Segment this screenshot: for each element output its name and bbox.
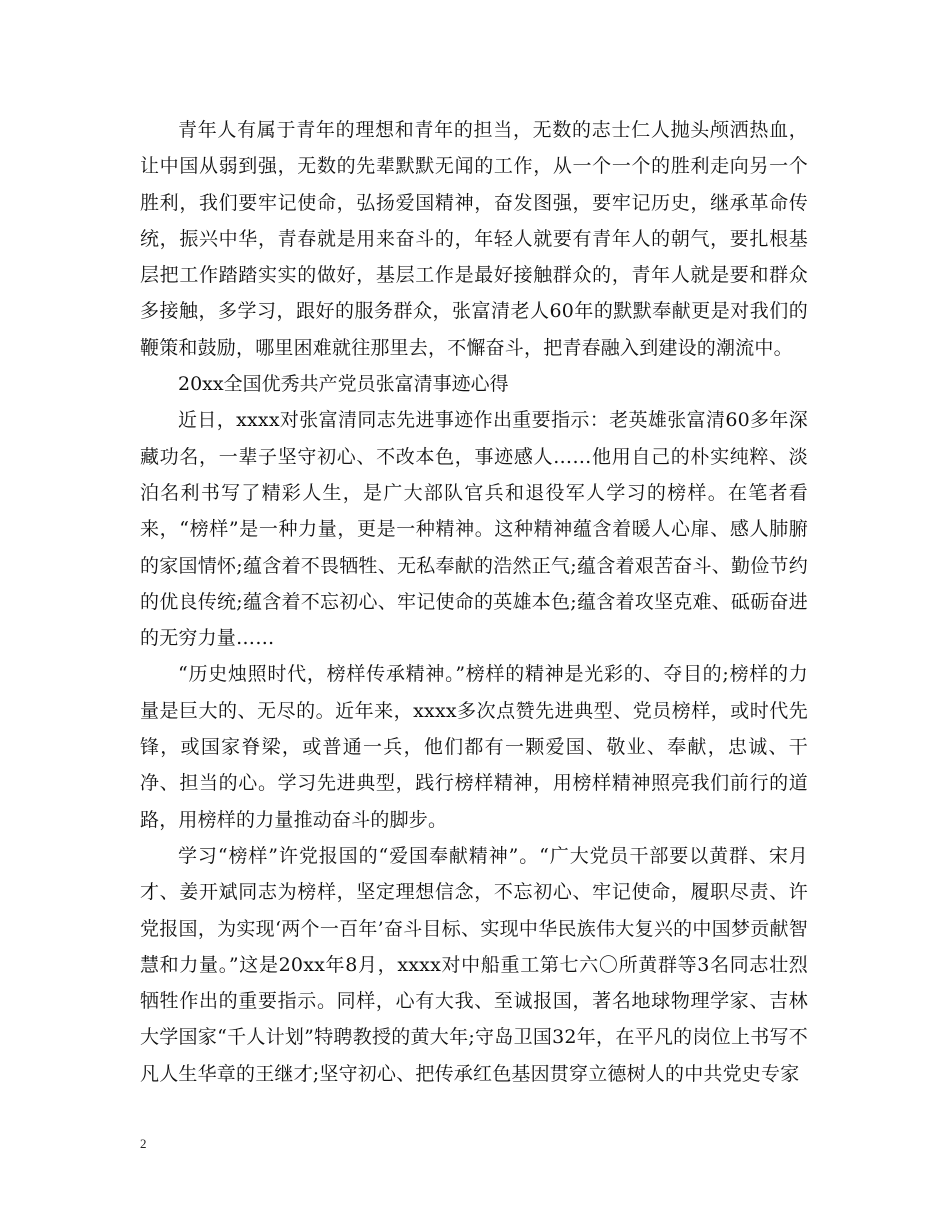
paragraph-patriotic-dedication: 学习“榜样”许党报国的“爱国奉献精神”。“广大党员干部要以黄群、宋月才、姜开斌同志为榜样，坚定理想信念，不忘初心、牢记使命，履职尽责、许党报国，为实现‘两个一百年’奋斗目标、实现中华民族伟大复兴的中国梦贡献智慧和力量。”这是20xx年8月，xxxx对中船重工第七六〇所黄群等3名同志壮烈牺牲作出的重要指示。同样，心有大我、至诚报国，著名地球物理学家、吉林大学国家“千人计划”特聘教授的黄大年;守岛卫国32年，在平凡的岗位上书写不凡人生华章的王继才;坚守初心、把传承红色基因贯穿立德树人的中共党史专家 — [140, 844, 808, 1085]
paragraph-youth-mission: 青年人有属于青年的理想和青年的担当，无数的志士仁人抛头颅洒热血，让中国从弱到强，无数的先辈默默无闻的工作，从一个一个的胜利走向另一个胜利，我们要牢记使命，弘扬爱国精神，奋发图强，要牢记历史，继承革命传统，振兴中华，青春就是用来奋斗的，年轻人就要有青年人的朝气，要扎根基层把工作踏踏实实的做好，基层工作是最好接触群众的，青年人就是要和群众多接触，多学习，跟好的服务群众，张富清老人60年的默默奉献更是对我们的鞭策和鼓励，哪里困难就往那里去，不懈奋斗，把青春融入到建设的潮流中。 — [140, 119, 808, 359]
paragraph-instructions: 近日，xxxx对张富清同志先进事迹作出重要指示：老英雄张富清60多年深藏功名，一辈子坚守初心、不改本色，事迹感人……他用自己的朴实纯粹、淡泊名利书写了精彩人生，是广大部队官兵和退役军人学习的榜样。在笔者看来，“榜样”是一种力量，更是一种精神。这种精神蕴含着暖人心扉、感人肺腑的家国情怀;蕴含着不畏牺牲、无私奉献的浩然正气;蕴含着艰苦奋斗、勤俭节约的优良传统;蕴含着不忘初心、牢记使命的英雄本色;蕴含着攻坚克难、砥砺奋进的无穷力量…… — [140, 409, 808, 650]
paragraph-history-role-models: “历史烛照时代，榜样传承精神。”榜样的精神是光彩的、夺目的;榜样的力量是巨大的、无尽的。近年来，xxxx多次点赞先进典型、党员榜样，或时代先锋，或国家脊梁，或普通一兵，他们都有一颗爱国、敬业、奉献，忠诚、干净、担当的心。学习先进典型，践行榜样精神，用榜样精神照亮我们前行的道路，用榜样的力量推动奋斗的脚步。 — [140, 663, 808, 831]
page-number: 2 — [140, 1136, 147, 1151]
section-title: 20xx全国优秀共产党员张富清事迹心得 — [178, 373, 509, 396]
document-body — [140, 112, 808, 1092]
